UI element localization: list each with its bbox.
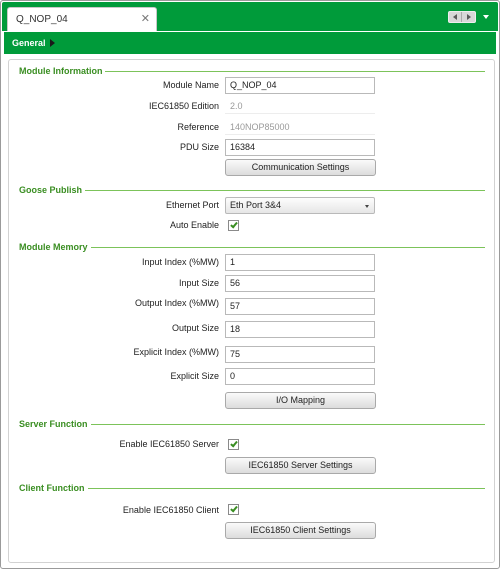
section-module-information: Module Information [19, 66, 103, 76]
section-divider [88, 488, 485, 489]
arrow-right-icon [467, 14, 471, 20]
reference-underline [225, 134, 375, 135]
edition-underline [225, 113, 375, 114]
breadcrumb [4, 32, 496, 54]
output-index-input[interactable]: 57 [225, 298, 375, 315]
section-server-function: Server Function [19, 419, 88, 429]
tab-scroll-left-button[interactable] [449, 12, 462, 22]
document-tab-label: Q_NOP_04 [16, 14, 68, 25]
checkmark-icon [230, 221, 238, 229]
checkmark-icon [230, 440, 238, 448]
reference-value: 140NOP85000 [230, 122, 290, 132]
explicit-index-input[interactable]: 75 [225, 346, 375, 363]
edition-label: IEC61850 Edition [148, 101, 219, 111]
edition-value: 2.0 [230, 101, 243, 111]
communication-settings-button[interactable]: Communication Settings [225, 159, 376, 176]
section-divider [105, 71, 485, 72]
section-goose-publish: Goose Publish [19, 185, 83, 195]
section-divider [91, 424, 485, 425]
server-settings-button[interactable]: IEC61850 Server Settings [225, 457, 376, 474]
input-size-input[interactable]: 56 [225, 275, 375, 292]
tab-scroll-right-button[interactable] [462, 12, 475, 22]
module-name-label: Module Name [162, 80, 219, 90]
input-size-label: Input Size [178, 278, 219, 288]
section-divider [91, 247, 485, 248]
checkmark-icon [230, 505, 238, 513]
breadcrumb-item-general[interactable]: General [12, 38, 46, 48]
pdu-size-label: PDU Size [179, 142, 219, 152]
section-module-memory: Module Memory [19, 242, 88, 252]
ethernet-port-select[interactable] [225, 197, 375, 214]
enable-server-checkbox[interactable] [228, 439, 239, 450]
module-name-input[interactable]: Q_NOP_04 [225, 77, 375, 94]
explicit-index-label: Explicit Index (%MW) [133, 347, 219, 357]
arrow-left-icon [453, 14, 457, 20]
input-index-label: Input Index (%MW) [141, 257, 219, 267]
explicit-size-label: Explicit Size [170, 371, 219, 381]
auto-enable-checkbox[interactable] [228, 220, 239, 231]
tab-navigation [448, 11, 476, 23]
section-client-function: Client Function [19, 483, 85, 493]
io-mapping-button[interactable]: I/O Mapping [225, 392, 376, 409]
section-divider [85, 190, 485, 191]
ethernet-port-label: Ethernet Port [165, 200, 219, 210]
chevron-down-icon[interactable] [483, 15, 489, 19]
enable-client-checkbox[interactable] [228, 504, 239, 515]
reference-label: Reference [177, 122, 219, 132]
ethernet-port-value: Eth Port 3&4 [230, 200, 282, 210]
input-index-input[interactable]: 1 [225, 254, 375, 271]
close-icon[interactable]: ✕ [140, 13, 150, 25]
enable-server-label: Enable IEC61850 Server [119, 439, 219, 449]
dropdown-arrow-icon [365, 205, 369, 208]
document-tab[interactable] [7, 7, 157, 31]
enable-client-label: Enable IEC61850 Client [122, 505, 219, 515]
title-bar [2, 2, 498, 31]
client-settings-button[interactable]: IEC61850 Client Settings [225, 522, 376, 539]
output-index-label: Output Index (%MW) [134, 298, 219, 308]
output-size-label: Output Size [171, 323, 219, 333]
breadcrumb-arrow-icon [50, 39, 55, 47]
auto-enable-label: Auto Enable [169, 220, 219, 230]
explicit-size-input[interactable]: 0 [225, 368, 375, 385]
pdu-size-input[interactable]: 16384 [225, 139, 375, 156]
output-size-input[interactable]: 18 [225, 321, 375, 338]
